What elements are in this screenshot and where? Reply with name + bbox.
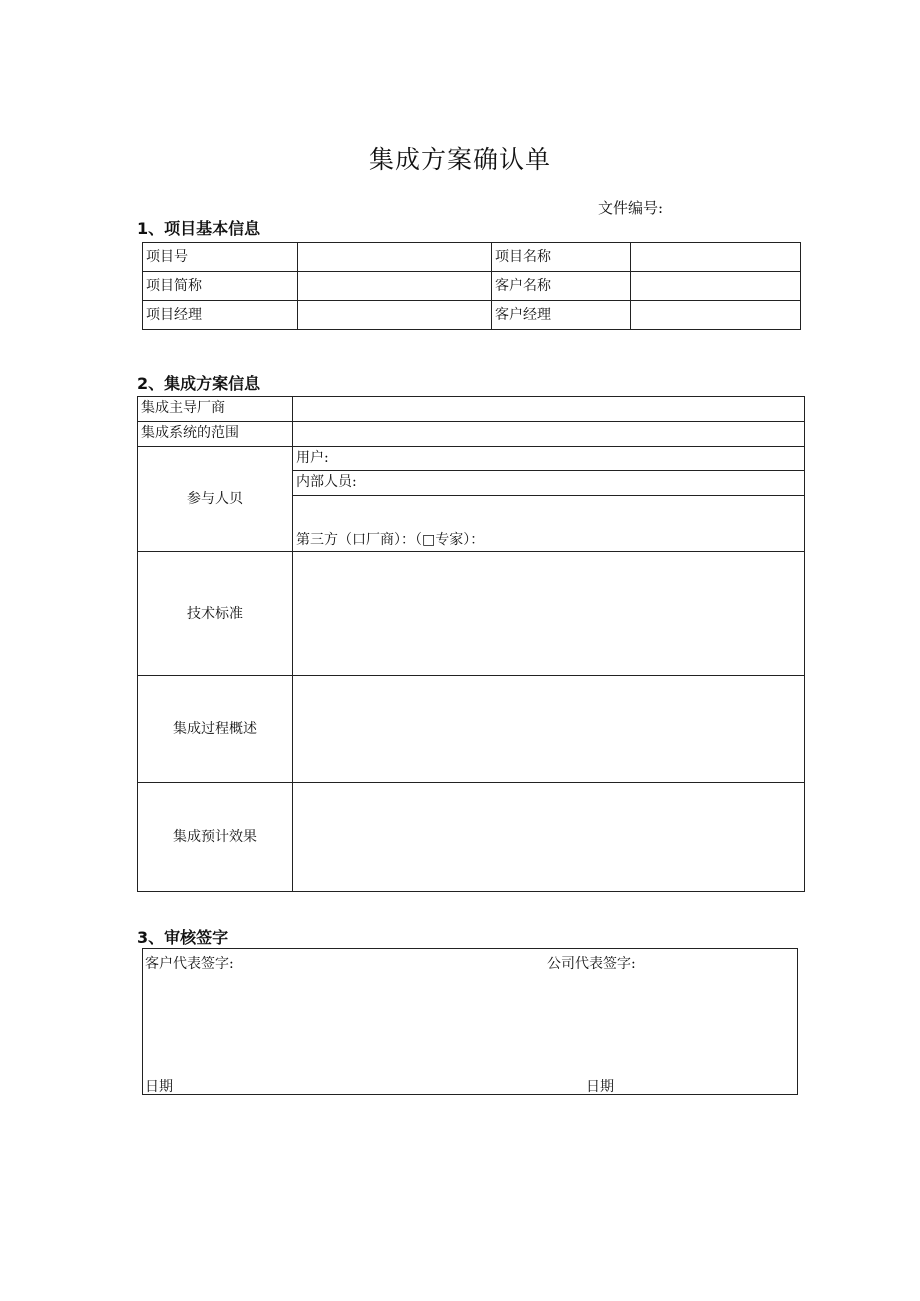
customer-name-label: 客户名称 [492, 272, 631, 301]
project-name-label: 项目名称 [492, 243, 631, 272]
participants-internal-field[interactable]: 内部人员: [293, 471, 805, 496]
page-title: 集成方案确认单 [368, 145, 551, 174]
section-1-heading: 1、项目基本信息 [137, 219, 261, 238]
project-number-field[interactable] [298, 243, 492, 272]
customer-date-label[interactable]: 日期 [145, 1079, 173, 1095]
table-row [143, 272, 801, 301]
project-short-name-field[interactable] [298, 272, 492, 301]
participants-user-field[interactable]: 用户: [293, 447, 805, 471]
section-2-heading: 2、集成方案信息 [137, 374, 261, 393]
table-row [143, 301, 801, 330]
tech-standard-field[interactable] [293, 552, 805, 676]
customer-signature-label[interactable]: 客户代表签字: [145, 956, 234, 972]
system-scope-label: 集成系统的范围 [138, 422, 293, 447]
project-name-field[interactable] [631, 243, 801, 272]
participants-label: 参与人贝 [138, 447, 293, 552]
project-short-name-label: 项目简称 [143, 272, 298, 301]
integration-plan-table [137, 396, 805, 892]
tech-standard-label: 技术标准 [138, 552, 293, 676]
project-info-table [142, 242, 801, 330]
lead-vendor-label: 集成主导厂商 [138, 397, 293, 422]
project-manager-label: 项目经理 [143, 301, 298, 330]
process-overview-field[interactable] [293, 676, 805, 783]
document-number-label: 文件编号: [598, 199, 664, 217]
customer-name-field[interactable] [631, 272, 801, 301]
table-row [138, 397, 805, 422]
expected-effect-field[interactable] [293, 783, 805, 892]
section-3-heading: 3、审核签字 [137, 928, 229, 947]
company-date-label[interactable]: 日期 [586, 1079, 614, 1095]
project-number-label: 项目号 [143, 243, 298, 272]
table-row [138, 447, 805, 471]
project-manager-field[interactable] [298, 301, 492, 330]
expected-effect-label: 集成预计效果 [138, 783, 293, 892]
table-row [138, 422, 805, 447]
process-overview-label: 集成过程概述 [138, 676, 293, 783]
signature-box [142, 948, 798, 1095]
participants-third-party-field[interactable]: 第三方（口厂商）：（□专家）： [293, 496, 805, 552]
company-signature-label[interactable]: 公司代表签字: [547, 956, 636, 972]
system-scope-field[interactable] [293, 422, 805, 447]
lead-vendor-field[interactable] [293, 397, 805, 422]
table-row [138, 783, 805, 892]
table-row [143, 243, 801, 272]
table-row [138, 676, 805, 783]
customer-manager-label: 客户经理 [492, 301, 631, 330]
table-row [138, 552, 805, 676]
customer-manager-field[interactable] [631, 301, 801, 330]
